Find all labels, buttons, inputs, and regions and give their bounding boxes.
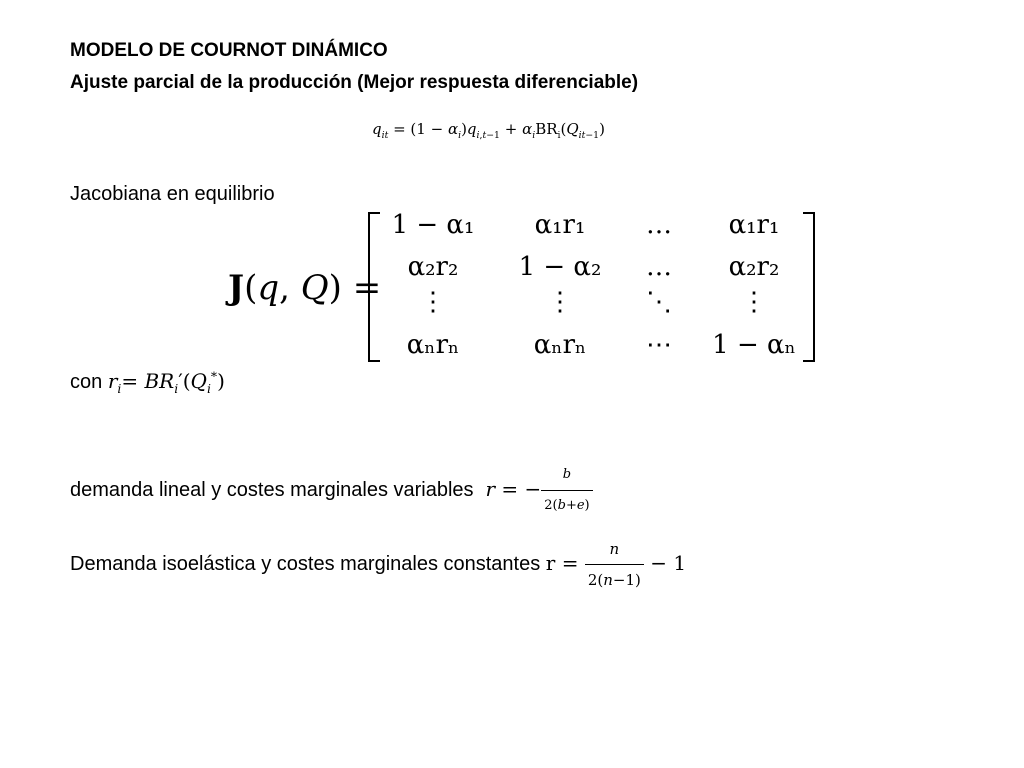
matrix-cell-2-4: α₂r₂ [728, 252, 780, 282]
adjustment-equation: $q_{it} = (1 - \alpha_i)q_{i,t-1} + \alpha_iBR_i(Q_{it-1})$ [372, 120, 605, 141]
matrix-cell-1-3: … [646, 210, 672, 240]
slide-title: MODELO DE COURNOT DINÁMICO [70, 40, 388, 61]
matrix-cell-1-2: α₁r₁ [534, 210, 586, 240]
isoelastic-formula: r = $\frac{n}{2(n-1)}$ − 1 [546, 551, 686, 575]
linear-label: demanda lineal y costes marginales variables [70, 479, 474, 501]
isoelastic-fraction: $\frac{n}{2(n-1)}$ [585, 536, 644, 593]
con-label: con [70, 371, 103, 393]
jacobian-label: Jacobiana en equilibrio [70, 183, 275, 205]
matrix-cell-1-4: α₁r₁ [728, 210, 780, 240]
matrix-cell-3-2: ⋮ [547, 287, 573, 317]
matrix-right-bracket [803, 212, 815, 362]
matrix-cell-4-1: αₙrₙ [406, 330, 460, 360]
matrix-left-bracket [368, 212, 380, 362]
matrix-cell-2-1: α₂r₂ [407, 252, 459, 282]
jacobian-symbol: J(q, Q) = [228, 268, 382, 308]
matrix-cell-4-4: 1 − αₙ [712, 330, 796, 360]
isoelastic-line [70, 536, 686, 593]
r-definition: $r_i= BR_i'(Q_i^*)$ [107, 368, 225, 396]
matrix-cell-2-3: … [646, 252, 672, 282]
linear-line [70, 462, 593, 519]
matrix-cell-3-3: ⋱ [646, 287, 672, 317]
matrix-cell-4-3: ⋯ [646, 330, 672, 360]
matrix-cell-2-2: 1 − α₂ [518, 252, 602, 282]
matrix-cell-3-4: ⋮ [741, 287, 767, 317]
linear-fraction: $\frac{b}{2(b+e)}$ [541, 462, 592, 519]
isoelastic-label: Demanda isoelástica y costes marginales constantes [70, 553, 541, 575]
slide-subtitle: Ajuste parcial de la producción (Mejor respuesta diferenciable) [70, 72, 639, 93]
linear-formula: r = − $\frac{b}{2(b+e)}$ [479, 477, 593, 501]
con-line [70, 368, 225, 395]
matrix-cell-4-2: αₙrₙ [533, 330, 587, 360]
matrix-cell-3-1: ⋮ [420, 287, 446, 317]
matrix-cell-1-1: 1 − α₁ [391, 210, 475, 240]
